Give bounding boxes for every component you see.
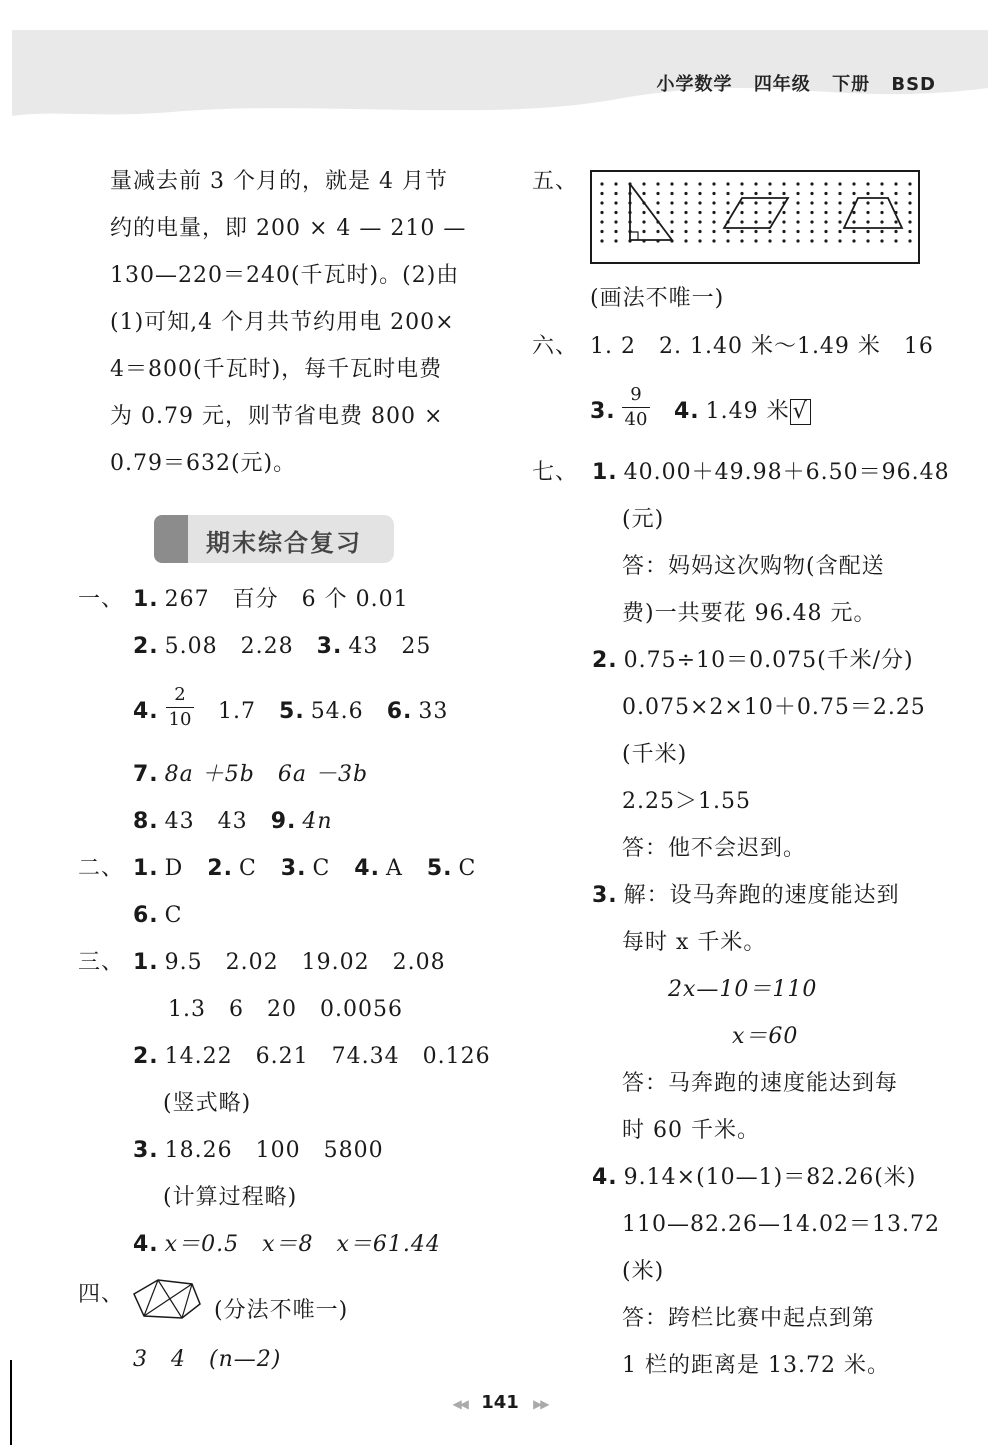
grid-dot — [880, 230, 883, 233]
grid-dot — [656, 182, 659, 185]
grid-dot — [768, 220, 771, 223]
part-seven-line: 0.075×2×10＋0.75＝2.25 — [622, 695, 926, 720]
grid-dot — [852, 230, 855, 233]
grid-dot — [656, 192, 659, 195]
part-two-line-1: 1. D 2. C 3. C 4. A 5. C — [133, 856, 477, 881]
grid-dot — [712, 201, 715, 204]
carry-line: 约的电量，即 200 × 4 — 210 — — [110, 216, 467, 241]
grid-dot — [824, 230, 827, 233]
grid-dot — [824, 211, 827, 214]
next-arrows-icon: ▶▶ — [533, 1397, 548, 1411]
grid-dot — [880, 201, 883, 204]
grid-dot — [866, 211, 869, 214]
carry-line: (1)可知,4 个月共节约用电 200× — [110, 310, 455, 335]
fraction-9-40: 9 40 — [622, 384, 650, 431]
part-seven-line: 1 栏的距离是 13.72 米。 — [622, 1353, 890, 1378]
part-five-note: (画法不唯一) — [590, 286, 725, 311]
header-edition: BSD — [891, 74, 936, 95]
part-six-line-2b: 4. 1.49 米 √ — [674, 397, 811, 427]
part-one-line-5: 8. 43 43 9. 4n — [133, 809, 333, 834]
grid-dot — [684, 192, 687, 195]
grid-dot — [880, 192, 883, 195]
part-three-label: 三、 — [78, 950, 125, 975]
grid-dot — [810, 182, 813, 185]
grid-dot — [670, 182, 673, 185]
grid-dot — [768, 201, 771, 204]
grid-dot — [740, 192, 743, 195]
grid-dot — [866, 230, 869, 233]
part-seven-line: 3. 解：设马奔跑的速度能达到 — [592, 883, 900, 908]
grid-dot — [908, 182, 911, 185]
grid-dot — [810, 239, 813, 242]
hexagon-figure — [130, 1278, 202, 1322]
grid-dot — [698, 201, 701, 204]
grid-dot — [684, 211, 687, 214]
dot-grid-figure — [592, 172, 918, 262]
grid-dot — [782, 182, 785, 185]
grid-dot — [810, 220, 813, 223]
grid-dot — [712, 182, 715, 185]
part-seven-line: 每时 x 千米。 — [622, 930, 767, 955]
grid-dot — [754, 220, 757, 223]
grid-dot — [712, 230, 715, 233]
grid-dot — [614, 192, 617, 195]
grid-dot — [698, 211, 701, 214]
grid-dot — [670, 201, 673, 204]
grid-dot — [866, 201, 869, 204]
grid-dot — [768, 192, 771, 195]
part-six-line-2a: 3. — [590, 399, 616, 424]
grid-dot — [852, 192, 855, 195]
grid-dot — [894, 192, 897, 195]
grid-dot — [908, 192, 911, 195]
part-two-label: 二、 — [78, 856, 125, 881]
grid-dot — [796, 201, 799, 204]
grid-dot — [698, 220, 701, 223]
part-seven-line: x＝60 — [732, 1024, 799, 1049]
grid-dot — [740, 220, 743, 223]
part-one-line-3a: 4. — [133, 699, 159, 724]
grid-dot — [796, 230, 799, 233]
grid-dot — [670, 220, 673, 223]
part-one-line-3b: 1.7 5. 54.6 6. 33 — [218, 699, 449, 724]
grid-dot — [712, 211, 715, 214]
part-seven-label: 七、 — [532, 460, 579, 485]
grid-dot — [600, 239, 603, 242]
grid-dot — [614, 201, 617, 204]
grid-dot — [754, 192, 757, 195]
grid-dot — [754, 201, 757, 204]
part-one-label: 一、 — [78, 587, 125, 612]
part-seven-line: 答：马奔跑的速度能达到每 — [622, 1071, 899, 1096]
grid-dot — [838, 220, 841, 223]
grid-dot — [712, 220, 715, 223]
part-five-label: 五、 — [532, 169, 579, 194]
section-title: 期末综合复习 — [206, 529, 362, 557]
part-three-line-5: 3. 18.26 100 5800 — [133, 1138, 384, 1163]
grid-dot — [726, 192, 729, 195]
grid-dot — [838, 201, 841, 204]
grid-dot — [740, 182, 743, 185]
grid-dot — [656, 201, 659, 204]
part-seven-line: 4. 9.14×(10—1)＝82.26(米) — [592, 1165, 917, 1190]
part-four-answer: 3 4 (n—2) — [133, 1347, 282, 1372]
part-three-line-6: (计算过程略) — [163, 1185, 298, 1210]
grid-dot — [670, 230, 673, 233]
grid-dot — [600, 220, 603, 223]
grid-dot — [866, 220, 869, 223]
grid-dot — [670, 192, 673, 195]
grid-dot — [726, 239, 729, 242]
grid-dot — [880, 182, 883, 185]
check-mark-box: √ — [790, 399, 811, 425]
grid-dot — [712, 192, 715, 195]
grid-dot — [642, 182, 645, 185]
part-two-line-2: 6. C — [133, 903, 183, 928]
carry-line: 为 0.79 元，则节省电费 800 × — [110, 404, 444, 429]
part-six-line-1: 1. 2 2. 1.40 米～1.49 米 16 — [590, 334, 934, 359]
grid-dot — [796, 192, 799, 195]
grid-dot — [768, 230, 771, 233]
carry-line: 130—220＝240(千瓦时)。(2)由 — [110, 263, 460, 288]
dot-grid-box — [590, 170, 920, 264]
part-seven-line: 2.25＞1.55 — [622, 789, 751, 814]
grid-dot — [810, 211, 813, 214]
grid-dot — [838, 211, 841, 214]
grid-dot — [894, 182, 897, 185]
part-one-line-2: 2. 5.08 2.28 3. 43 25 — [133, 634, 432, 659]
part-seven-line: 110—82.26—14.02＝13.72 — [622, 1212, 940, 1237]
grid-dot — [796, 239, 799, 242]
grid-dot — [796, 182, 799, 185]
grid-dot — [600, 192, 603, 195]
grid-dot — [614, 182, 617, 185]
grid-dot — [880, 211, 883, 214]
grid-dot — [754, 230, 757, 233]
grid-dot — [852, 211, 855, 214]
grid-dot — [684, 201, 687, 204]
grid-dot — [684, 239, 687, 242]
grid-dot — [796, 211, 799, 214]
grid-dot — [600, 182, 603, 185]
fraction-2-10: 2 10 — [166, 684, 194, 731]
grid-dot — [754, 182, 757, 185]
grid-dot — [824, 182, 827, 185]
grid-dot — [908, 230, 911, 233]
grid-dot — [600, 211, 603, 214]
grid-dot — [768, 182, 771, 185]
part-three-line-7: 4. x＝0.5 x＝8 x＝61.44 — [133, 1232, 441, 1257]
grid-dot — [740, 211, 743, 214]
grid-dot — [852, 182, 855, 185]
grid-dot — [684, 220, 687, 223]
grid-dot — [838, 230, 841, 233]
part-seven-line: 答：妈妈这次购物(含配送 — [622, 554, 885, 579]
grid-dot — [782, 192, 785, 195]
grid-dot — [656, 211, 659, 214]
part-seven-line: 2. 0.75÷10＝0.075(千米/分) — [592, 648, 914, 673]
part-seven-line: (米) — [622, 1259, 665, 1284]
part-four-note: (分法不唯一) — [214, 1298, 349, 1323]
grid-dot — [642, 211, 645, 214]
grid-dot — [782, 230, 785, 233]
part-one-line-1: 1. 267 百分 6 个 0.01 — [133, 587, 409, 612]
grid-dot — [768, 211, 771, 214]
grid-dot — [894, 239, 897, 242]
grid-dot — [754, 211, 757, 214]
carry-line: 量减去前 3 个月的，就是 4 月节 — [110, 169, 448, 194]
grid-dot — [866, 182, 869, 185]
part-three-line-2: 1.3 6 20 0.0056 — [168, 997, 403, 1022]
grid-dot — [838, 192, 841, 195]
grid-dot — [698, 230, 701, 233]
grid-dot — [726, 230, 729, 233]
carry-line: 4＝800(千瓦时)，每千瓦时电费 — [110, 357, 443, 382]
grid-dot — [754, 239, 757, 242]
grid-dot — [852, 239, 855, 242]
grid-dot — [894, 201, 897, 204]
grid-dot — [712, 239, 715, 242]
part-seven-line: 答：他不会迟到。 — [622, 836, 807, 861]
grid-dot — [740, 230, 743, 233]
grid-dot — [642, 230, 645, 233]
grid-dot — [908, 201, 911, 204]
grid-dot — [810, 230, 813, 233]
grid-dot — [824, 239, 827, 242]
grid-dot — [614, 220, 617, 223]
part-six-label: 六、 — [532, 334, 579, 359]
carry-line: 0.79＝632(元)。 — [110, 451, 297, 476]
grid-dot — [726, 201, 729, 204]
grid-dot — [614, 211, 617, 214]
grid-dot — [880, 239, 883, 242]
grid-dot — [908, 239, 911, 242]
grid-dot — [698, 182, 701, 185]
part-seven-line: 答：跨栏比赛中起点到第 — [622, 1306, 876, 1331]
grid-dot — [838, 239, 841, 242]
grid-dot — [684, 182, 687, 185]
grid-dot — [824, 201, 827, 204]
grid-dot — [642, 192, 645, 195]
page-number — [0, 1392, 1000, 1413]
part-seven-line: 2x—10＝110 — [668, 977, 818, 1002]
part-seven-line: (元) — [622, 507, 665, 532]
grid-dot — [908, 220, 911, 223]
grid-dot — [768, 239, 771, 242]
grid-dot — [684, 230, 687, 233]
grid-dot — [810, 201, 813, 204]
header-text — [643, 70, 936, 96]
grid-dot — [782, 220, 785, 223]
header-grade: 四年级 — [753, 74, 811, 95]
part-three-line-1: 1. 9.5 2.02 19.02 2.08 — [133, 950, 446, 975]
part-seven-line: (千米) — [622, 742, 688, 767]
header-volume: 下册 — [832, 74, 871, 95]
prev-arrows-icon: ◀◀ — [452, 1397, 467, 1411]
part-four-label: 四、 — [78, 1282, 125, 1307]
grid-dot — [908, 211, 911, 214]
part-three-line-4: (竖式略) — [163, 1091, 252, 1116]
grid-dot — [810, 192, 813, 195]
grid-dot — [852, 220, 855, 223]
grid-dot — [824, 220, 827, 223]
part-seven-line: 1. 40.00＋49.98＋6.50＝96.48 — [592, 460, 950, 485]
part-seven-line: 时 60 千米。 — [622, 1118, 760, 1143]
section-banner — [154, 515, 394, 563]
header-subject: 小学数学 — [656, 74, 733, 95]
grid-dot — [838, 182, 841, 185]
page-number-value: 141 — [481, 1392, 519, 1413]
grid-dot — [614, 230, 617, 233]
grid-dot — [600, 201, 603, 204]
grid-dot — [782, 239, 785, 242]
grid-dot — [740, 239, 743, 242]
part-seven-line: 费)一共要花 96.48 元。 — [622, 601, 877, 626]
grid-dot — [866, 192, 869, 195]
grid-dot — [642, 220, 645, 223]
grid-dot — [726, 211, 729, 214]
grid-dot — [824, 192, 827, 195]
grid-dot — [894, 220, 897, 223]
grid-dot — [740, 201, 743, 204]
grid-dot — [670, 211, 673, 214]
grid-dot — [698, 239, 701, 242]
grid-dot — [880, 220, 883, 223]
grid-dot — [782, 211, 785, 214]
grid-dot — [656, 230, 659, 233]
grid-dot — [614, 239, 617, 242]
grid-dot — [894, 230, 897, 233]
grid-dot — [796, 220, 799, 223]
grid-dot — [866, 239, 869, 242]
grid-dot — [726, 182, 729, 185]
part-one-line-4: 7. 8a ＋5b 6a －3b — [133, 762, 369, 787]
grid-dot — [698, 192, 701, 195]
grid-dot — [600, 230, 603, 233]
part-three-line-3: 2. 14.22 6.21 74.34 0.126 — [133, 1044, 491, 1069]
